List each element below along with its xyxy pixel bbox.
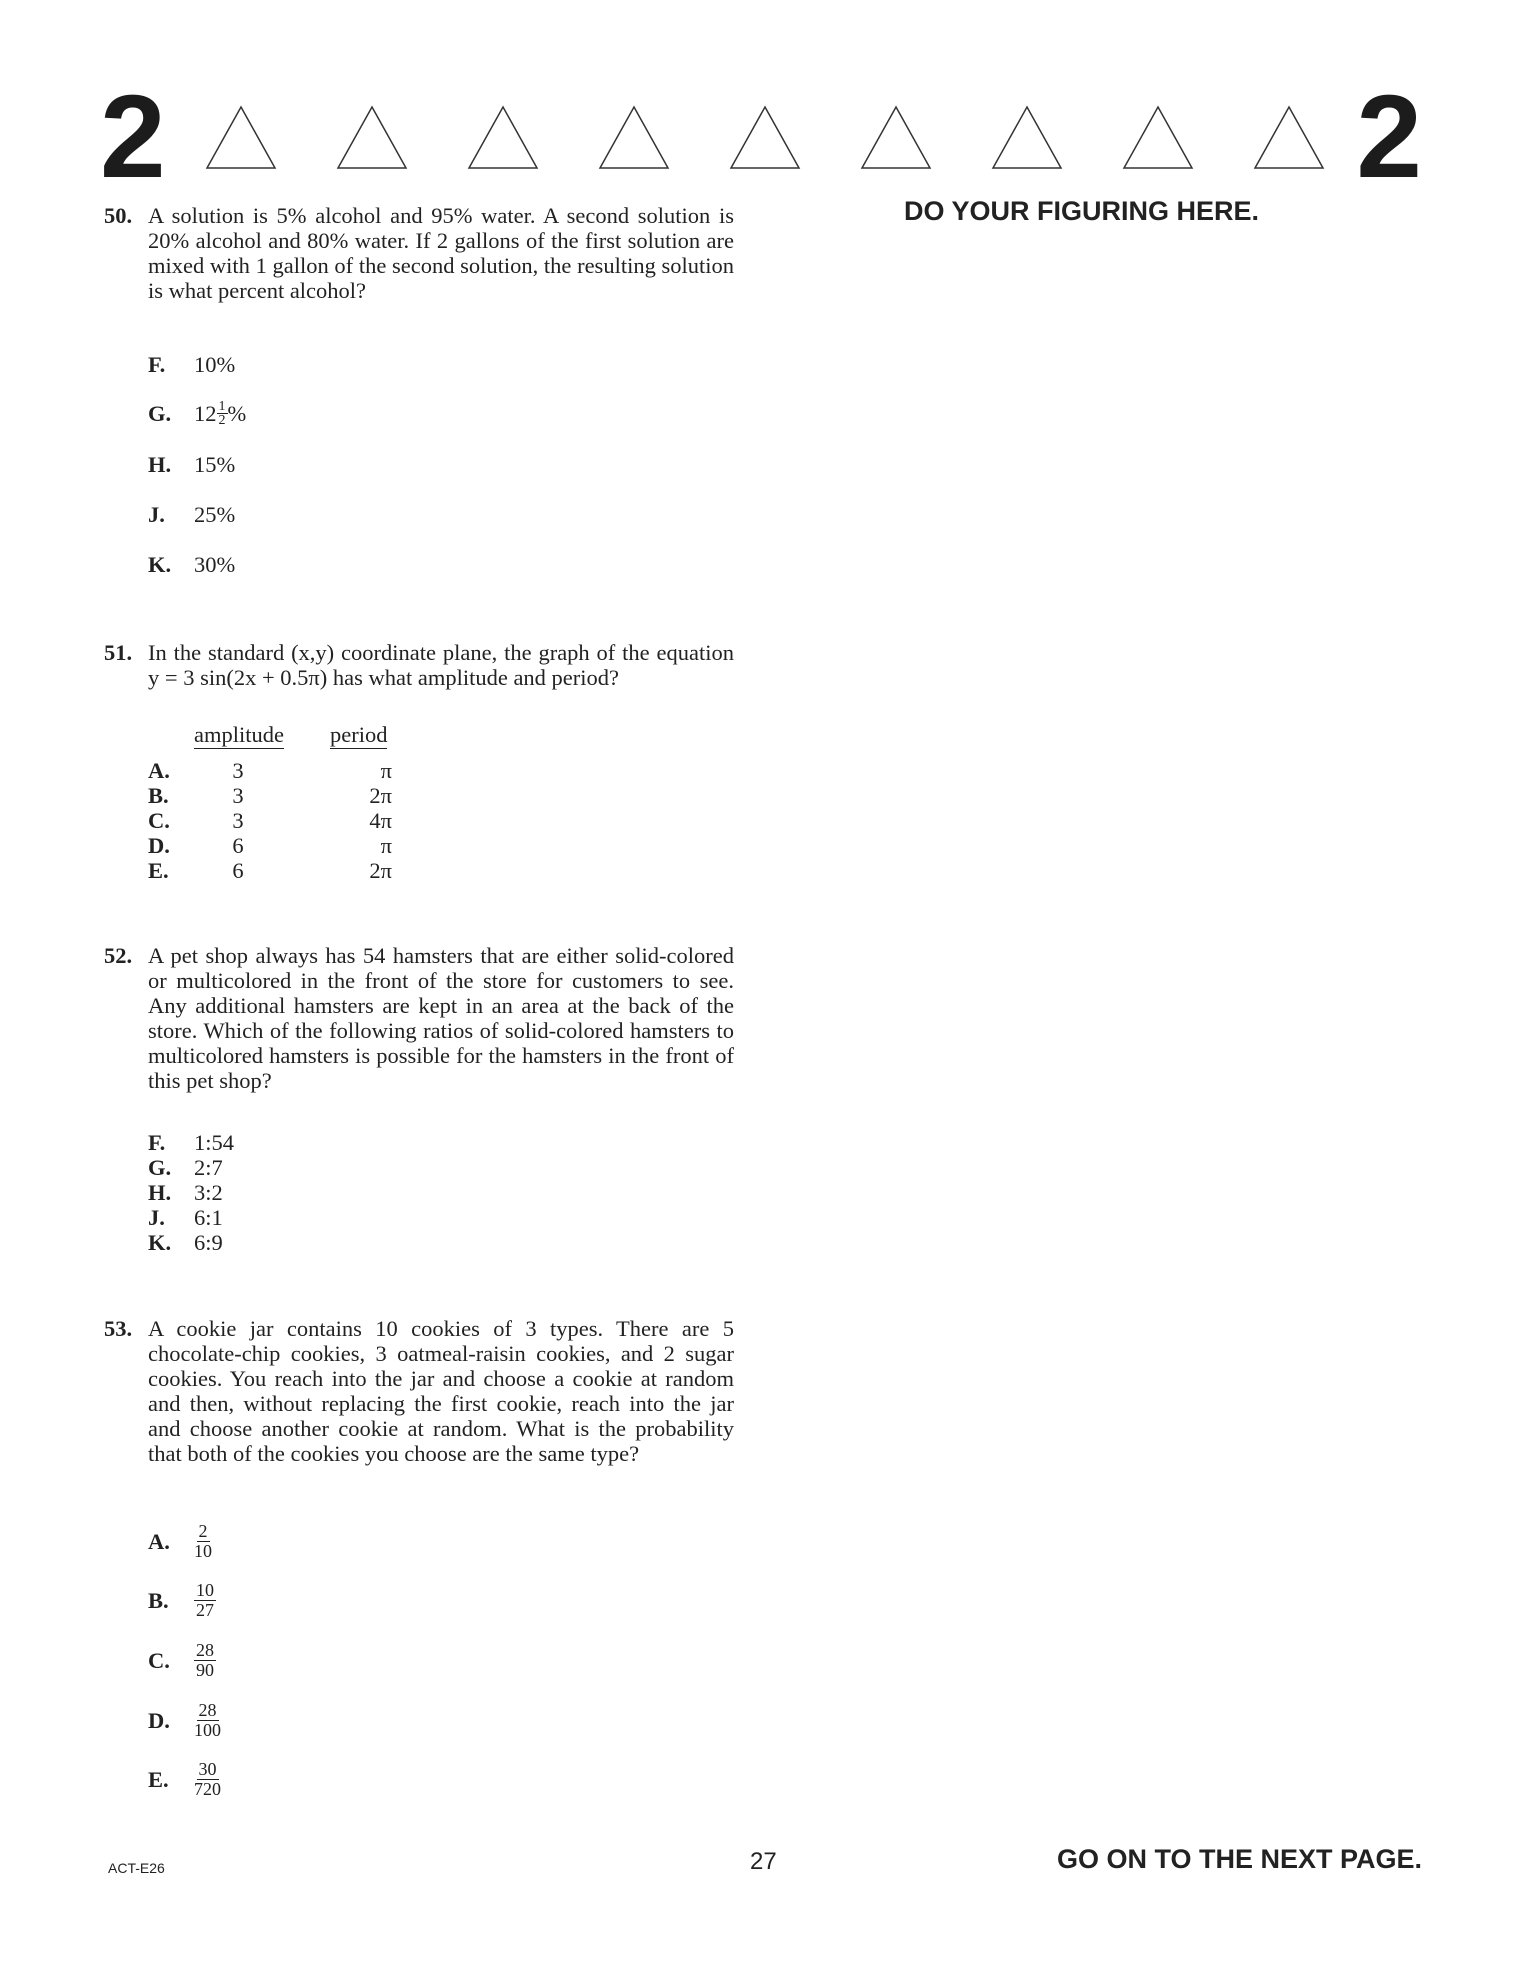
triangle-icon <box>1122 104 1194 170</box>
option-a[interactable]: A. 3 π <box>148 758 392 783</box>
question-51 <box>104 640 734 690</box>
option-k[interactable]: K. 6:9 <box>148 1230 223 1255</box>
answer-table-header <box>194 722 387 749</box>
option-f[interactable]: F. 10% <box>148 352 236 377</box>
fraction: $\frac{2}{10}$ <box>194 1521 212 1561</box>
option-j[interactable]: J. 6:1 <box>148 1205 223 1230</box>
column-period: period <box>329 722 388 747</box>
question-number: 51. <box>104 640 133 665</box>
form-code: ACT-E26 <box>108 1860 165 1876</box>
column-amplitude: amplitude <box>194 722 284 747</box>
answer-list <box>148 1130 234 1255</box>
question-number: 53. <box>104 1316 133 1341</box>
triangle-icon <box>860 104 932 170</box>
option-b[interactable]: B. $\frac{10}{27}$ <box>148 1580 214 1620</box>
fraction: $\frac{10}{27}$ <box>196 1580 214 1620</box>
option-a[interactable]: A. $\frac{2}{10}$ <box>148 1521 212 1561</box>
option-g[interactable]: G. 12 $\frac{1}{2}$ % <box>148 399 247 428</box>
fraction: $\frac{28}{90}$ <box>196 1640 214 1680</box>
question-text: In the standard (x,y) coordinate plane, the graph of the equation y = 3 sin(2x + 0.5π) has what amplitude and period? <box>148 640 734 690</box>
option-j[interactable]: J. 25% <box>148 502 236 527</box>
option-e[interactable]: E. 6 2π <box>148 858 392 883</box>
question-text: A solution is 5% alcohol and 95% water. A second solution is 20% alcohol and 80% water. If 2 gallons of the first solution are mixed with 1 gallon of the second solution, the resulting solution is what percent alcohol? <box>148 203 734 303</box>
question-text: A cookie jar contains 10 cookies of 3 types. There are 5 chocolate-chip cookies, 3 oatmeal-raisin cookies, and 2 sugar cookies. You reach into the jar and choose a cookie at random and then, without replacing the first cookie, reach into the jar and choose another cookie at random. What is the probability that both of the cookies you choose are the same type? <box>148 1316 734 1466</box>
next-page-note: GO ON TO THE NEXT PAGE. <box>1056 1844 1422 1874</box>
option-k[interactable]: K. 30% <box>148 552 236 577</box>
option-c[interactable]: C. 3 4π <box>148 808 392 833</box>
option-f[interactable]: F. 1:54 <box>148 1130 235 1155</box>
question-number: 52. <box>104 943 133 968</box>
question-52 <box>104 943 734 1093</box>
fraction: $\frac{28}{100}$ <box>194 1700 221 1740</box>
option-h[interactable]: H. 15% <box>148 452 236 477</box>
triangle-icon <box>205 104 277 170</box>
question-50 <box>104 203 734 303</box>
question-number: 50. <box>104 203 133 228</box>
option-g[interactable]: G. 2:7 <box>148 1155 223 1180</box>
triangle-icon <box>1253 104 1325 170</box>
option-d[interactable]: D. $\frac{28}{100}$ <box>148 1700 221 1740</box>
option-d[interactable]: D. 6 π <box>148 833 392 858</box>
triangle-icon <box>467 104 539 170</box>
option-h[interactable]: H. 3:2 <box>148 1180 223 1205</box>
triangle-icon <box>336 104 408 170</box>
triangle-icon <box>991 104 1063 170</box>
section-number-left: 2 <box>100 71 166 203</box>
option-e[interactable]: E. $\frac{30}{720}$ <box>148 1759 221 1799</box>
triangle-divider <box>205 104 1325 174</box>
question-53 <box>104 1316 734 1466</box>
page-number: 27 <box>750 1848 777 1875</box>
figuring-note: DO YOUR FIGURING HERE. <box>904 196 1260 226</box>
mixed-number: 12 $\frac{1}{2}$ % <box>194 399 247 428</box>
section-number-right: 2 <box>1356 71 1422 203</box>
triangle-icon <box>729 104 801 170</box>
question-text: A pet shop always has 54 hamsters that are either solid-colored or multicolored in the front of the store for customers to see. Any additional hamsters are kept in an area at the back of the store. Which of the following ratios of solid-colored hamsters to multicolored hamsters is possible for the hamsters in the front of this pet shop? <box>148 943 734 1093</box>
triangle-icon <box>598 104 670 170</box>
fraction: $\frac{30}{720}$ <box>194 1759 221 1799</box>
option-b[interactable]: B. 3 2π <box>148 783 392 808</box>
option-c[interactable]: C. $\frac{28}{90}$ <box>148 1640 214 1680</box>
